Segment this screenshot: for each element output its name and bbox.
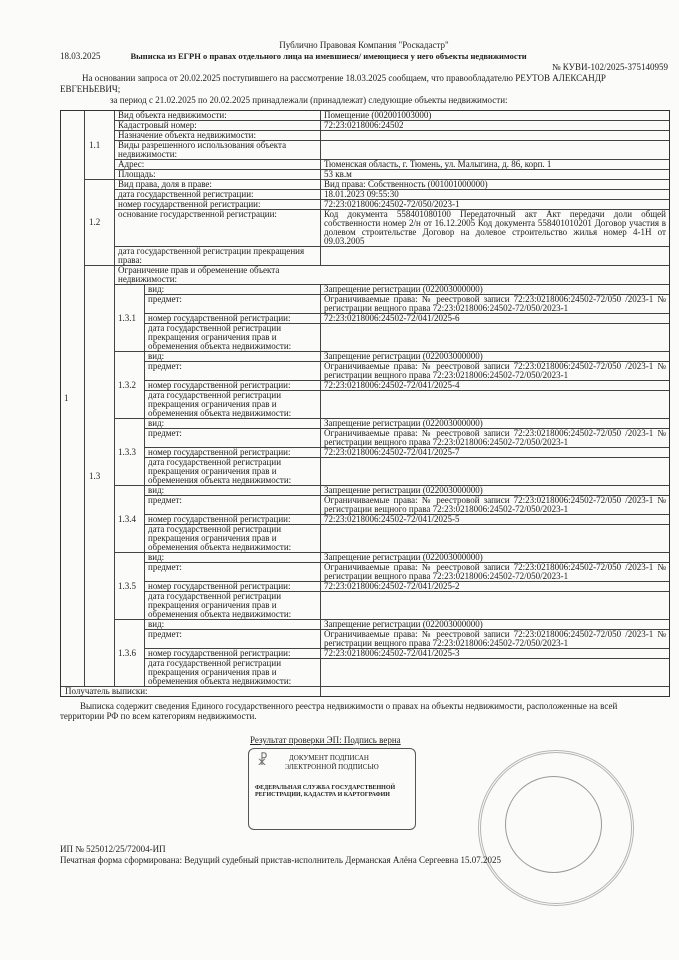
field-label: дата государственной регистрации прекращения ограничения прав и обременения объекта недвижимости:	[145, 659, 321, 686]
restrictions-title: Ограничение прав и обременение объекта недвижимости:	[118, 265, 280, 284]
restriction-number: 1.3.4	[115, 486, 145, 552]
field-row	[145, 352, 669, 361]
field-label: дата государственной регистрации прекращения ограничения прав и обременения объекта недвижимости:	[145, 592, 321, 619]
field-value: 18.01.2023 09:55:30	[324, 189, 399, 199]
organization-name: Публично Правовая Компания "Роскадастр"	[279, 40, 449, 50]
field-row	[145, 323, 669, 351]
field-row	[145, 524, 669, 552]
restriction-block	[115, 284, 669, 351]
intro-name-continued: ЕВГЕНЬЕВИЧ;	[60, 84, 121, 94]
object-number: 1	[61, 111, 85, 686]
field-value: Ограничиваемые права: № реестровой записи 72:23:0218006:24502-72/050 /2023-1 № регистрации вещного права 72:23:0218006:24502-72/050/2023-1	[324, 562, 666, 581]
restriction-number: 1.3.3	[115, 419, 145, 485]
recipient-label: Получатель выписки:	[61, 687, 321, 696]
signature-check: Результат проверки ЭП: Подпись верна	[250, 735, 401, 745]
field-label: номер государственной регистрации:	[145, 582, 321, 591]
field-row	[145, 419, 669, 428]
field-value: Запрещение регистрации (022003000000)	[324, 552, 483, 562]
field-value	[321, 324, 669, 351]
field-row	[115, 180, 669, 189]
field-label: Назначение объекта недвижимости:	[115, 131, 321, 140]
field-row	[145, 390, 669, 418]
field-label: номер государственной регистрации:	[145, 381, 321, 390]
field-value	[321, 247, 669, 265]
document-date: 18.03.2025	[60, 51, 101, 61]
field-label: вид:	[145, 486, 321, 495]
restriction-block	[115, 485, 669, 552]
field-label: предмет:	[145, 630, 321, 648]
field-value: Вид права: Собственность (001001000000)	[324, 179, 488, 189]
field-value: 53 кв.м	[324, 169, 352, 179]
field-label: дата государственной регистрации прекращения права:	[115, 247, 321, 265]
enforcement-number: ИП № 525012/25/72004-ИП	[60, 844, 166, 854]
stamp-organization: ФЕДЕРАЛЬНАЯ СЛУЖБА ГОСУДАРСТВЕННОЙ РЕГИСТРАЦИИ, КАДАСТРА И КАРТОГРАФИИ	[255, 785, 396, 798]
bailiff-seal	[478, 750, 634, 906]
electronic-signature-stamp	[248, 748, 416, 830]
field-label: предмет:	[145, 295, 321, 313]
restriction-number: 1.3.2	[115, 352, 145, 418]
field-label: вид:	[145, 352, 321, 361]
field-row	[115, 130, 669, 140]
field-value: Ограничиваемые права: № реестровой записи 72:23:0218006:24502-72/050 /2023-1 № регистрации вещного права 72:23:0218006:24502-72/050/2023-1	[324, 495, 666, 514]
field-value	[321, 659, 669, 686]
field-value: Запрещение регистрации (022003000000)	[324, 418, 483, 428]
field-label: дата государственной регистрации прекращения ограничения прав и обременения объекта недвижимости:	[145, 324, 321, 351]
field-value: Тюменская область, г. Тюмень, ул. Малыгина, д. 86, корп. 1	[324, 159, 552, 169]
field-value: 72:23:0218006:24502-72/041/2025-5	[324, 514, 460, 524]
restriction-number: 1.3.1	[115, 285, 145, 351]
printed-by: Печатная форма сформирована: Ведущий судебный пристав-исполнитель Дерманская Алёна Сергеевна 15.07.2025	[60, 855, 501, 865]
field-row	[145, 313, 669, 323]
field-value: 72:23:0218006:24502-72/041/2025-4	[324, 380, 460, 390]
field-label: номер государственной регистрации:	[145, 649, 321, 658]
field-value: 72:23:0218006:24502-72/041/2025-3	[324, 648, 460, 658]
field-value	[321, 391, 669, 418]
field-row	[145, 658, 669, 686]
field-value: Код документа 558401080100 Передаточный акт Акт передачи доли общей собственности номер 2/н от 16.12.2005 Код документа 558401010201 Договор участия в долевом строительстве Договор на долевое строительство жилья номер 4-1Н от 09.03.2005	[324, 209, 666, 246]
field-label: номер государственной регистрации:	[115, 200, 321, 209]
field-row	[115, 169, 669, 179]
field-row	[115, 209, 669, 246]
document-number: № КУВИ-102/2025-375140959	[551, 62, 668, 72]
field-row	[145, 380, 669, 390]
field-value: 72:23:0218006:24502-72/041/2025-2	[324, 581, 460, 591]
field-row	[115, 246, 669, 265]
field-row	[145, 581, 669, 591]
field-row	[145, 486, 669, 495]
field-row	[115, 199, 669, 209]
field-label: предмет:	[145, 496, 321, 514]
field-value: Запрещение регистрации (022003000000)	[324, 284, 483, 294]
field-label: дата государственной регистрации прекращения ограничения прав и обременения объекта недвижимости:	[145, 458, 321, 485]
field-value: 72:23:0218006:24502	[324, 120, 404, 130]
stamp-title: ДОКУМЕНТ ПОДПИСАН	[289, 754, 369, 762]
field-value: 72:23:0218006:24502-72/041/2025-6	[324, 313, 460, 323]
field-label: дата государственной регистрации прекращения ограничения прав и обременения объекта недвижимости:	[145, 391, 321, 418]
field-value: Запрещение регистрации (022003000000)	[324, 619, 483, 629]
field-label: предмет:	[145, 362, 321, 380]
restriction-number: 1.3.5	[115, 553, 145, 619]
field-label: номер государственной регистрации:	[145, 515, 321, 524]
field-label: номер государственной регистрации:	[145, 314, 321, 323]
field-value: Ограничиваемые права: № реестровой записи 72:23:0218006:24502-72/050 /2023-1 № регистрации вещного права 72:23:0218006:24502-72/050/2023-1	[324, 361, 666, 380]
field-row	[145, 285, 669, 294]
field-label: Площадь:	[115, 170, 321, 179]
field-label: вид:	[145, 285, 321, 294]
field-value: Ограничиваемые права: № реестровой записи 72:23:0218006:24502-72/050 /2023-1 № регистрации вещного права 72:23:0218006:24502-72/050/2023-1	[324, 428, 666, 447]
field-row	[115, 140, 669, 159]
field-value: Запрещение регистрации (022003000000)	[324, 351, 483, 361]
field-label: дата государственной регистрации прекращения ограничения прав и обременения объекта недвижимости:	[145, 525, 321, 552]
field-row	[145, 591, 669, 619]
section-number: 1.3	[85, 266, 115, 686]
field-row	[145, 553, 669, 562]
footer-note: Выписка содержит сведения Единого государственного реестра недвижимости о правах на объекты недвижимости, расположенные на всей территории РФ по всем категориям недвижимости.	[60, 701, 618, 721]
field-label: Вид права, доля в праве:	[115, 180, 321, 189]
field-value	[321, 458, 669, 485]
restriction-block	[115, 351, 669, 418]
field-label: предмет:	[145, 563, 321, 581]
field-value: Помещение (002001003000)	[324, 110, 432, 120]
property-table	[60, 110, 670, 697]
field-label: Адрес:	[115, 160, 321, 169]
restriction-block	[115, 552, 669, 619]
field-row	[145, 562, 669, 581]
intro-text: На основании запроса от 20.02.2025 поступившего на рассмотрение 18.03.2025 сообщаем, что правообладателю РЕУТОВ АЛЕКСАНДР	[82, 73, 606, 83]
field-value: 72:23:0218006:24502-72/041/2025-7	[324, 447, 460, 457]
field-row	[115, 159, 669, 169]
field-row	[145, 294, 669, 313]
intro-period: за период с 21.02.2025 по 20.02.2025 принадлежали (принадлежат) следующие объекты недвижимости:	[110, 95, 508, 105]
section-number: 1.2	[85, 180, 115, 265]
field-label: вид:	[145, 620, 321, 629]
field-label: вид:	[145, 553, 321, 562]
field-row	[145, 629, 669, 648]
section-number: 1.1	[85, 111, 115, 179]
field-value: Ограничиваемые права: № реестровой записи 72:23:0218006:24502-72/050 /2023-1 № регистрации вещного права 72:23:0218006:24502-72/050/2023-1	[324, 294, 666, 313]
stamp-subtitle: ЭЛЕКТРОННОЙ ПОДПИСЬЮ	[285, 763, 379, 771]
field-value: Ограничиваемые права: № реестровой записи 72:23:0218006:24502-72/050 /2023-1 № регистрации вещного права 72:23:0218006:24502-72/050/2023-1	[324, 629, 666, 648]
field-value	[321, 525, 669, 552]
coat-of-arms-icon: ☧	[257, 754, 268, 769]
field-label: номер государственной регистрации:	[145, 448, 321, 457]
field-row	[145, 648, 669, 658]
stamp-area	[60, 748, 668, 844]
field-value	[321, 131, 669, 140]
field-row	[115, 111, 669, 120]
field-label: вид:	[145, 419, 321, 428]
field-row	[145, 361, 669, 380]
field-value: 72:23:0218006:24502-72/050/2023-1	[324, 199, 460, 209]
title-row	[60, 51, 668, 62]
field-row	[115, 120, 669, 130]
field-label: Вид объекта недвижимости:	[115, 111, 321, 120]
field-row	[145, 447, 669, 457]
field-label: предмет:	[145, 429, 321, 447]
restriction-block	[115, 619, 669, 686]
field-row	[145, 514, 669, 524]
field-row	[145, 457, 669, 485]
field-label: дата государственной регистрации:	[115, 190, 321, 199]
field-row	[115, 189, 669, 199]
field-value	[321, 592, 669, 619]
restriction-block	[115, 418, 669, 485]
field-value: Запрещение регистрации (022003000000)	[324, 485, 483, 495]
field-label: Виды разрешенного использования объекта недвижимости:	[115, 141, 321, 159]
field-row	[145, 495, 669, 514]
restriction-number: 1.3.6	[115, 620, 145, 686]
field-value	[321, 141, 669, 159]
field-label: основание государственной регистрации:	[115, 210, 321, 246]
document-title: Выписка из ЕГРН о правах отдельного лица на имевшиеся/ имеющиеся у него объекты недвижимости	[130, 51, 527, 61]
field-row	[145, 620, 669, 629]
field-row	[145, 428, 669, 447]
field-label: Кадастровый номер:	[115, 121, 321, 130]
